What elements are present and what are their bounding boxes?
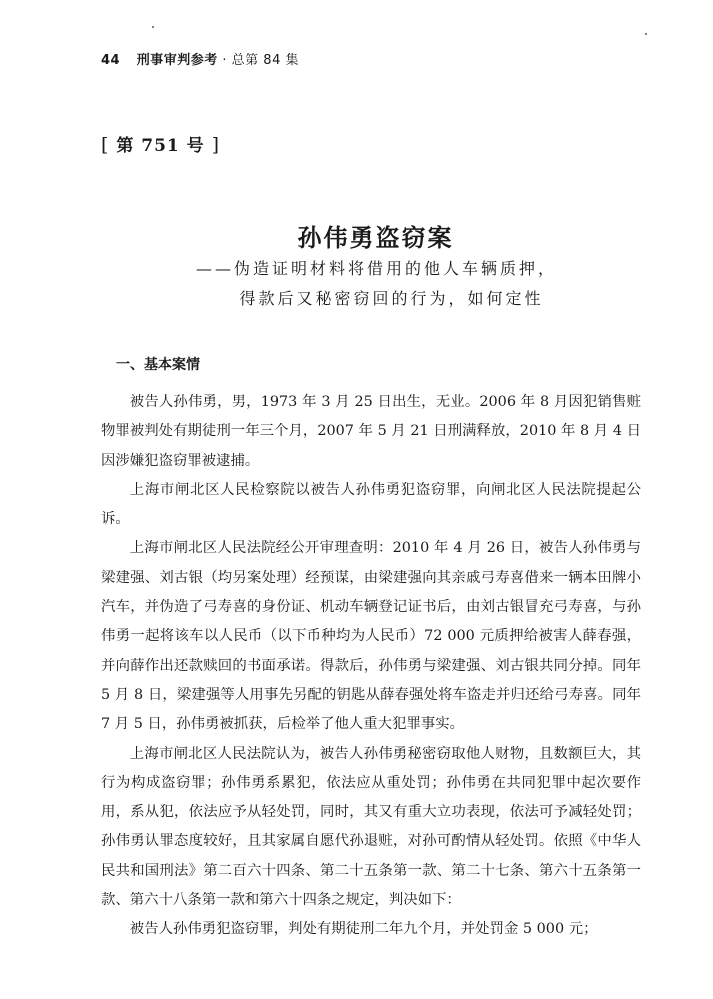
issue-label: 总第 84 集: [231, 53, 299, 68]
paragraph-court-opinion: 上海市闸北区人民法院认为，被告人孙伟勇秘密窃取他人财物，且数额巨大，其行为构成盗窃罪；孙伟勇系累犯，依法应从重处罚；孙伟勇在共同犯罪中起次要作用，系从犯，依法应予从轻处罚，同时，其又有重大立功表现，依法可予减轻处罚；孙伟勇认罪态度较好，且其家属自愿代孙退赃，对孙可酌情从轻处罚。依照《中华人民共和国刑法》第二百六十四条、第二十五条第一款、第二十七条、第六十五条第一款、第六十八条第一款和第六十四条之规定，判决如下：: [101, 745, 641, 909]
paragraph-judgment: 被告人孙伟勇犯盗窃罪，判处有期徒刑二年九个月，并处罚金 5 000 元；: [129, 921, 598, 938]
close-bracket: ]: [211, 134, 221, 156]
case-number: [101, 131, 220, 156]
body-text: [101, 388, 641, 945]
scan-speck: [645, 33, 647, 35]
paragraph-facts: 上海市闸北区人民法院经公开审理查明：2010 年 4 月 26 日，被告人孙伟勇与梁建强、刘古银（均另案处理）经预谋，由梁建强向其亲戚弓寿喜借来一辆本田牌小汽车，并伪造了弓寿喜的身份证、机动车辆登记证书后，由刘古银冒充弓寿喜，与孙伟勇一起将该车以人民币（以下币种均为人民币）72 000 元质押给被害人薛春强，并向薛作出还款赎回的书面承诺。得款后，孙伟勇与梁建强、刘古银共同分掉。同年 5 月 8 日，梁建强等人用事先另配的钥匙从薛春强处将车盗走并归还给弓寿喜。同年 7 月 5 日，孙伟勇被抓获，后检举了他人重大犯罪事实。: [101, 540, 641, 733]
section-heading: 一、基本案情: [116, 357, 200, 373]
running-header: [101, 49, 299, 68]
case-title: 孙伟勇盗窃案: [297, 223, 454, 252]
case-subtitle-line-1: ——伪造证明材料将借用的他人车辆质押，: [195, 259, 557, 278]
open-bracket: [: [101, 134, 110, 156]
page-number: 44: [101, 53, 121, 68]
case-subtitle-line-2: 得款后又秘密窃回的行为，如何定性: [239, 289, 544, 308]
paragraph-prosecution: 上海市闸北区人民检察院以被告人孙伟勇犯盗窃罪，向闸北区人民法院提起公诉。: [101, 481, 641, 528]
paragraph-defendant-info: 被告人孙伟勇，男，1973 年 3 月 25 日出生，无业。2006 年 8 月因犯销售赃物罪被判处有期徒刑一年三个月，2007 年 5 月 21 日刑满释放，2010 年 8 月 4 日因涉嫌犯盗窃罪被逮捕。: [101, 394, 641, 469]
scan-speck: [152, 26, 154, 28]
case-number-label: 第 751 号: [116, 136, 205, 156]
header-separator: ·: [222, 53, 228, 68]
journal-title: 刑事审判参考: [136, 53, 218, 68]
